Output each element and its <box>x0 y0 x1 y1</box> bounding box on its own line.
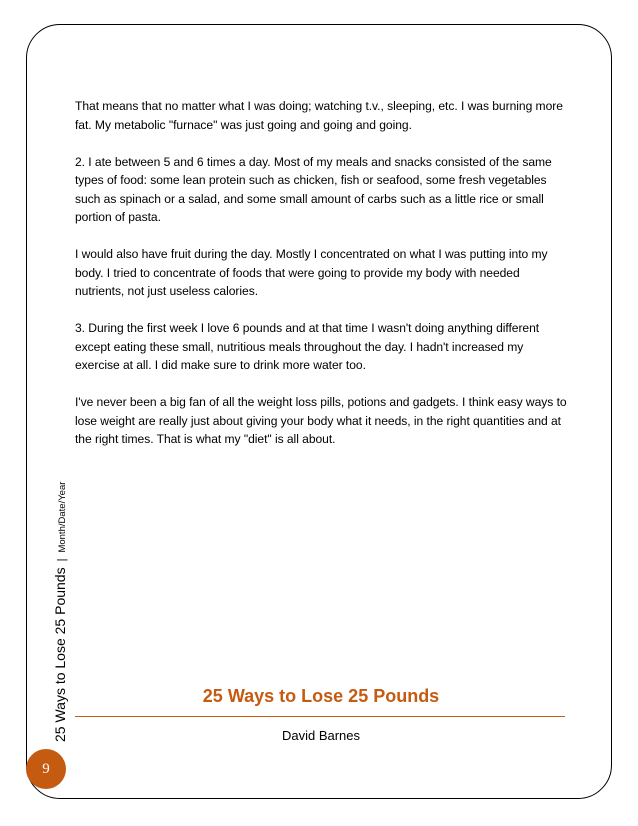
footer-divider <box>75 716 565 717</box>
page-number-badge <box>26 749 66 789</box>
paragraph-5: I've never been a big fan of all the weight loss pills, potions and gadgets. I think easy ways to lose weight are really just about giving your body what it needs, in the right quantities and at the right times. That is what my "diet" is all about. <box>75 395 567 447</box>
side-header-separator: | <box>56 558 68 562</box>
footer-author: David Barnes <box>281 728 361 743</box>
side-header-date: Month/Date/Year <box>57 481 68 553</box>
side-header <box>52 482 68 742</box>
body-text <box>75 97 567 467</box>
paragraph-1: That means that no matter what I was doing; watching t.v., sleeping, etc. I was burning more fat. My metabolic "furnace" was just going and going and going. <box>75 99 563 132</box>
page-number: 9 <box>42 760 50 777</box>
paragraph-3: I would also have fruit during the day. Mostly I concentrated on what I was putting into my body. I tried to concentrate of foods that were going to provide my body with needed nutrients, not just useless calories. <box>75 247 548 299</box>
paragraph-4: 3. During the first week I love 6 pounds and at that time I wasn't doing anything different except eating these small, nutritious meals throughout the day. I hadn't increased my exercise at all. I did make sure to drink more water too. <box>75 321 540 373</box>
footer-title: 25 Ways to Lose 25 Pounds <box>202 686 440 706</box>
side-header-title: 25 Ways to Lose 25 Pounds <box>52 567 68 742</box>
paragraph-2: 2. I ate between 5 and 6 times a day. Most of my meals and snacks consisted of the same types of food: some lean protein such as chicken, fish or seafood, some fresh vegetables such as spinach or a salad, and some small amount of carbs such as a little rice or small portion of pasta. <box>75 154 552 225</box>
